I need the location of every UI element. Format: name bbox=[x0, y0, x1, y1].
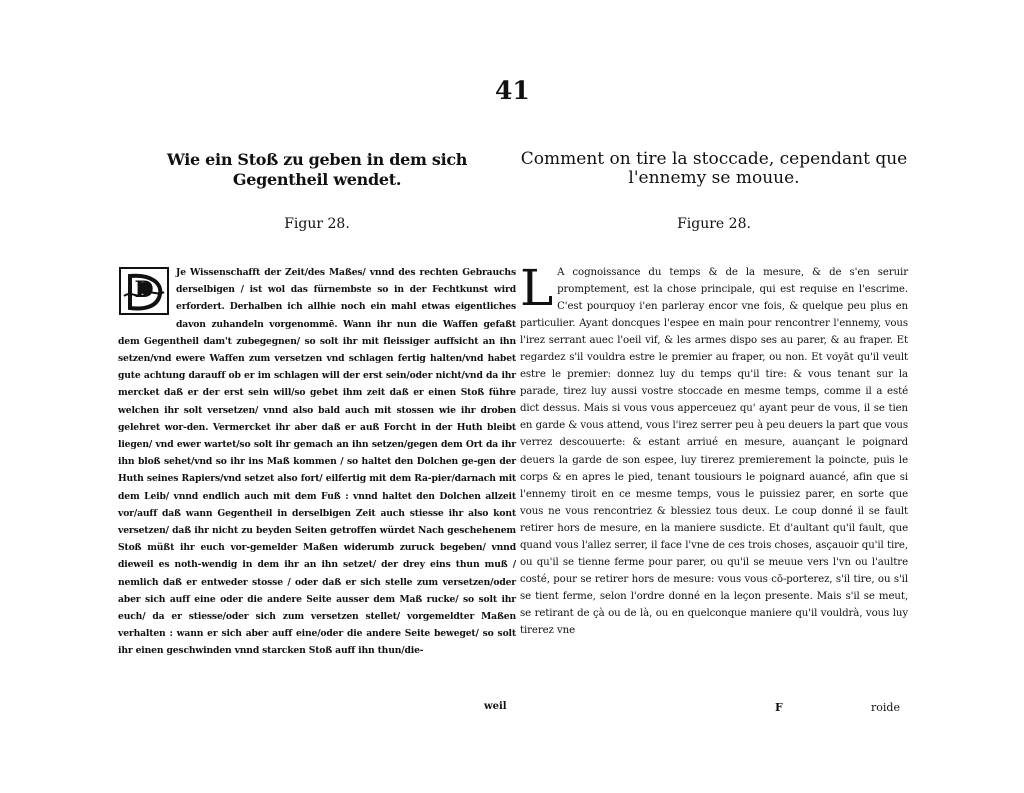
french-title: Comment on tire la stoccade, cependant que l'ennemy se mouue. bbox=[520, 149, 908, 188]
signature-mark: F bbox=[775, 701, 783, 714]
french-figure-label: Figure 28. bbox=[677, 216, 751, 232]
german-column bbox=[118, 150, 516, 660]
french-column bbox=[520, 150, 908, 639]
french-catchword: roide bbox=[871, 701, 900, 714]
french-paragraph: A cognoissance du temps & de la mesure, & de s'en seruir promptement, est la chose principale, qui est requise en l'escrime. C'est pourquoy i'en parleray encor vne fois, & quelque peu plus en particulier. Ayant doncques l'espee en main pour rencontrer l'ennemy, vous l'irez serrant auec l'oeil vif, & les armes dispo ses au parer, & au fraper. Et regardez s'il vouldra estre le premier au fraper, ou non. Et voyāt qu'il veult estre le premier: donnez luy du temps qu'il tire: & vous tenant sur la parade, tirez luy aussi vostre stoccade en mesme temps, comme il a esté dict dessus. Mais si vous vous apperceuez qu' ayant peur de vous, il se tien en garde & vous attend, vous l'irez serrer peu à peu deuers la part que vous verrez descouuerte: & estant arriué en mesure, auançant le poignard deuers la garde de son espee, luy tirerez premierement la poincte, puis le corps & en apres le pied, tenant tousiours le poignard auancé, afin que si l'ennemy tiroit en ce mesme temps, vous le puissiez parer, en sorte que vous ne vous rencontriez & blessiez tous deux. Le coup donné il se fault retirer hors de mesure, en la maniere susdicte. Et d'aultant qu'il fault, que quand vous l'allez serrer, il face l'vne de ces trois choses, asçauoir qu'il tire, ou qu'il se tienne ferme pour parer, ou qu'il se meuue vers l'vn ou l'aultre costé, pour se retirer hors de mesure: vous vous cō-porterez, s'il tire, ou s'il se tient ferme, selon l'ordre donné en la leçon presente. Mais s'il se meut, se retirant de çà ou de là, ou en quelconque maniere qu'il vouldrà, vous luy tirerez vne bbox=[520, 267, 908, 636]
page-number: 41 bbox=[495, 76, 530, 105]
dropcap-letter-d: D bbox=[134, 277, 154, 303]
german-figure-label: Figur 28. bbox=[284, 216, 350, 232]
german-title: Wie ein Stoß zu geben in dem sich Gegentheil wendet. bbox=[166, 150, 468, 189]
german-paragraph: Je Wissenschafft der Zeit/des Maßes/ vnnd des rechten Gebrauchs derselbigen / ist wol das fürnembste so in der Fechtkunst wird erfordert. Derhalben ich allhie noch ein mahl etwas eigentliches davon zuhandeln vorgenommē. Wann ihr nun die Waffen gefaßt dem Gegentheil dam't zubegegnen/ so solt ihr mit fleissiger auffsicht an ihn setzen/vnd ewere Waffen zum versetzen vnd schlagen fertig halten/vnd habet gute achtung darauff ob er im schlagen will der erst sein/oder nicht/vnd da ihr mercket daß er der erst sein will/so gebet ihm zeit daß er einen Stoß führe welchen ihr solt versetzen/ vnnd also bald auch mit stossen wie ihr droben gelehret wor-den. Vermercket ihr aber daß er auß Forcht in der Huth bleibt liegen/ vnd ewer wartet/so solt ihr gemach an ihn setzen/gegen dem Ort da ihr ihn bloß sehet/vnd so ihr ins Maß kommen / so haltet den Dolchen ge-gen der Huth seines Rapiers/vnd setzet also fort/ eilfertig mit dem Ra-pier/darnach mit dem Leib/ vnnd endlich auch mit dem Fuß : vnnd haltet den Dolchen allzeit vor/auff daß wann Gegentheil in derselbigen Zeit auch stiesse ihr also kont versetzen/ daß ihr nicht zu beyden Seiten getroffen würdet Nach geschehenem Stoß müßt ihr euch vor-gemelder Maßen widerumb zuruck begeben/ vnnd dieweil es noth-wendig in dem ihr an ihn setzet/ der drey eins thun muß / nemlich daß er entweder stosse / oder daß er sich stelle zum versetzen/oder aber sich auff eine oder die andere Seite ausser dem Maß rucke/ so solt ihr euch/ da er stiesse/oder sich zum versetzen stellet/ vorgemeldter Maßen verhalten : wann er sich aber auff eine/oder die andere Seite beweget/ so solt ihr einen geschwinden vnnd starcken Stoß auff ihn thun/die- bbox=[118, 267, 516, 657]
dropcap-letter-l: L bbox=[520, 259, 554, 317]
german-body bbox=[118, 264, 516, 660]
french-body bbox=[520, 259, 908, 639]
german-catchword: weil bbox=[484, 701, 507, 712]
ornamental-initial-d bbox=[118, 266, 170, 316]
